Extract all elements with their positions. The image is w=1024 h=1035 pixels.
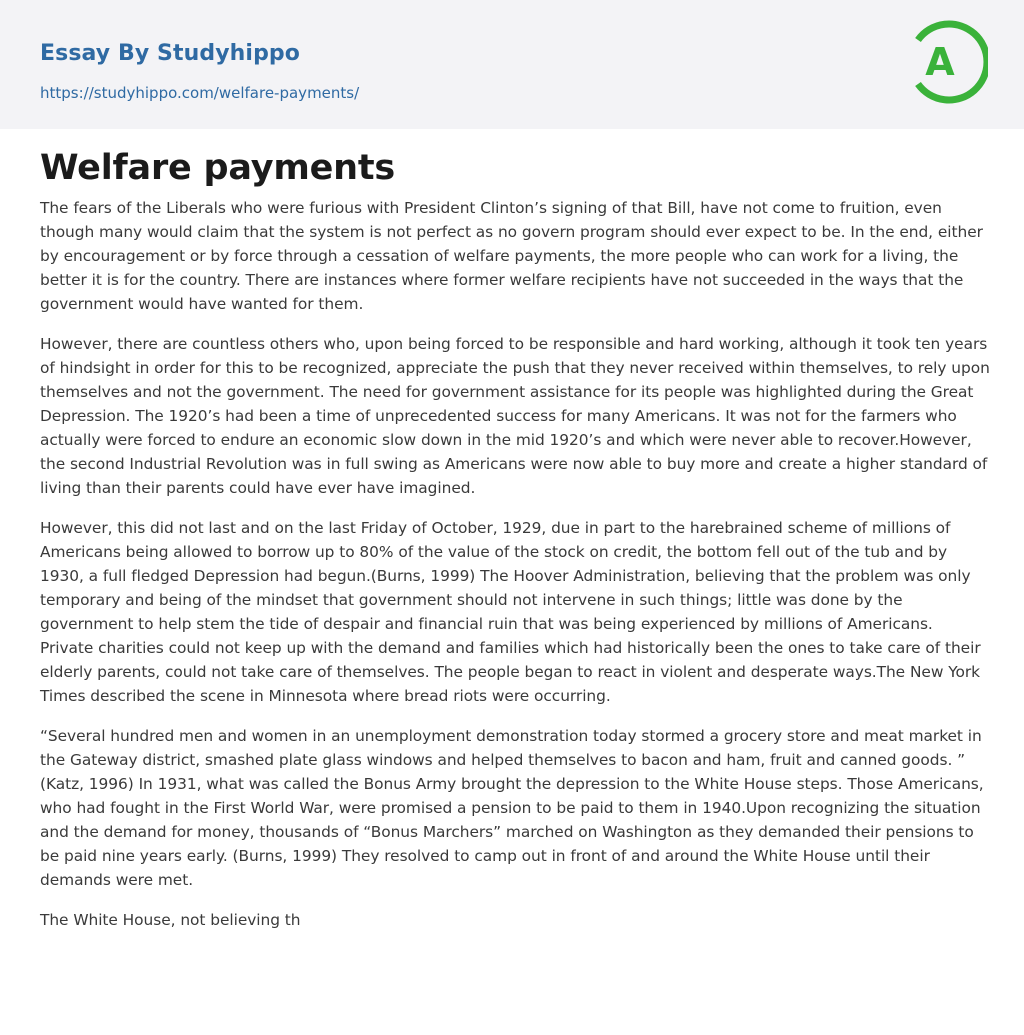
site-header	[0, 0, 1024, 129]
logo-letter: A	[925, 40, 955, 84]
page-title: Welfare payments	[40, 148, 396, 188]
page-url-link[interactable]: https://studyhippo.com/welfare-payments/	[40, 84, 360, 102]
paragraph-2: However, there are countless others who, upon being forced to be responsible and hard working, although it took ten years of hindsight in order for this to be recognized, appreciate the push that they never received within themselves, to rely upon themselves and not the government. The need for government assistance for its people was highlighted during the Great Depression. The 1920’s had been a time of unprecedented success for many Americans. It was not for the farmers who actually were forced to endure an economic slow down in the mid 1920’s and which were never able to recover.However, the second Industrial Revolution was in full swing as Americans were now able to buy more and create a higher standard of living than their parents could have ever have imagined.	[40, 335, 990, 497]
paragraph-4: “Several hundred men and women in an unemployment demonstration today stormed a grocery store and meat market in the Gateway district, smashed plate glass windows and helped themselves to bacon and ham, fruit and canned goods. ” (Katz, 1996) In 1931, what was called the Bonus Army brought the depression to the White House steps. Those Americans, who had fought in the First World War, were promised a pension to be paid to them in 1940.Upon recognizing the situation and the demand for money, thousands of “Bonus Marchers” marched on Washington as they demanded their pensions to be paid nine years early. (Burns, 1999) They resolved to camp out in front of and around the White House until their demands were met.	[40, 727, 984, 889]
paragraph-1: The fears of the Liberals who were furious with President Clinton’s signing of that Bill, have not come to fruition, even though many would claim that the system is not perfect as no govern program should ever expect to be. In the end, either by encouragement or by force through a cessation of welfare payments, the more people who can work for a living, the better it is for the country. There are instances where former welfare recipients have not succeeded in the ways that the government would have wanted for them.	[40, 199, 983, 313]
paragraph-5: The White House, not believing th	[40, 911, 301, 929]
brand-title[interactable]: Essay By Studyhippo	[40, 41, 300, 66]
article-body	[40, 146, 990, 948]
paragraph-3: However, this did not last and on the last Friday of October, 1929, due in part to the harebrained scheme of millions of Americans being allowed to borrow up to 80% of the value of the stock on credit, the bottom fell out of the tub and by 1930, a full fledged Depression had begun.(Burns, 1999) The Hoover Administration, believing that the problem was only temporary and being of the mindset that government should not intervene in such things; little was done by the government to help stem the tide of despair and financial ruin that was being experienced by millions of Americans. Private charities could not keep up with the demand and families which had historically been the ones to take care of their elderly parents, could not take care of themselves. The people began to react in violent and desperate ways.The New York Times described the scene in Minnesota where bread riots were occurring.	[40, 519, 981, 705]
studyhippo-logo-icon[interactable]	[910, 18, 988, 106]
